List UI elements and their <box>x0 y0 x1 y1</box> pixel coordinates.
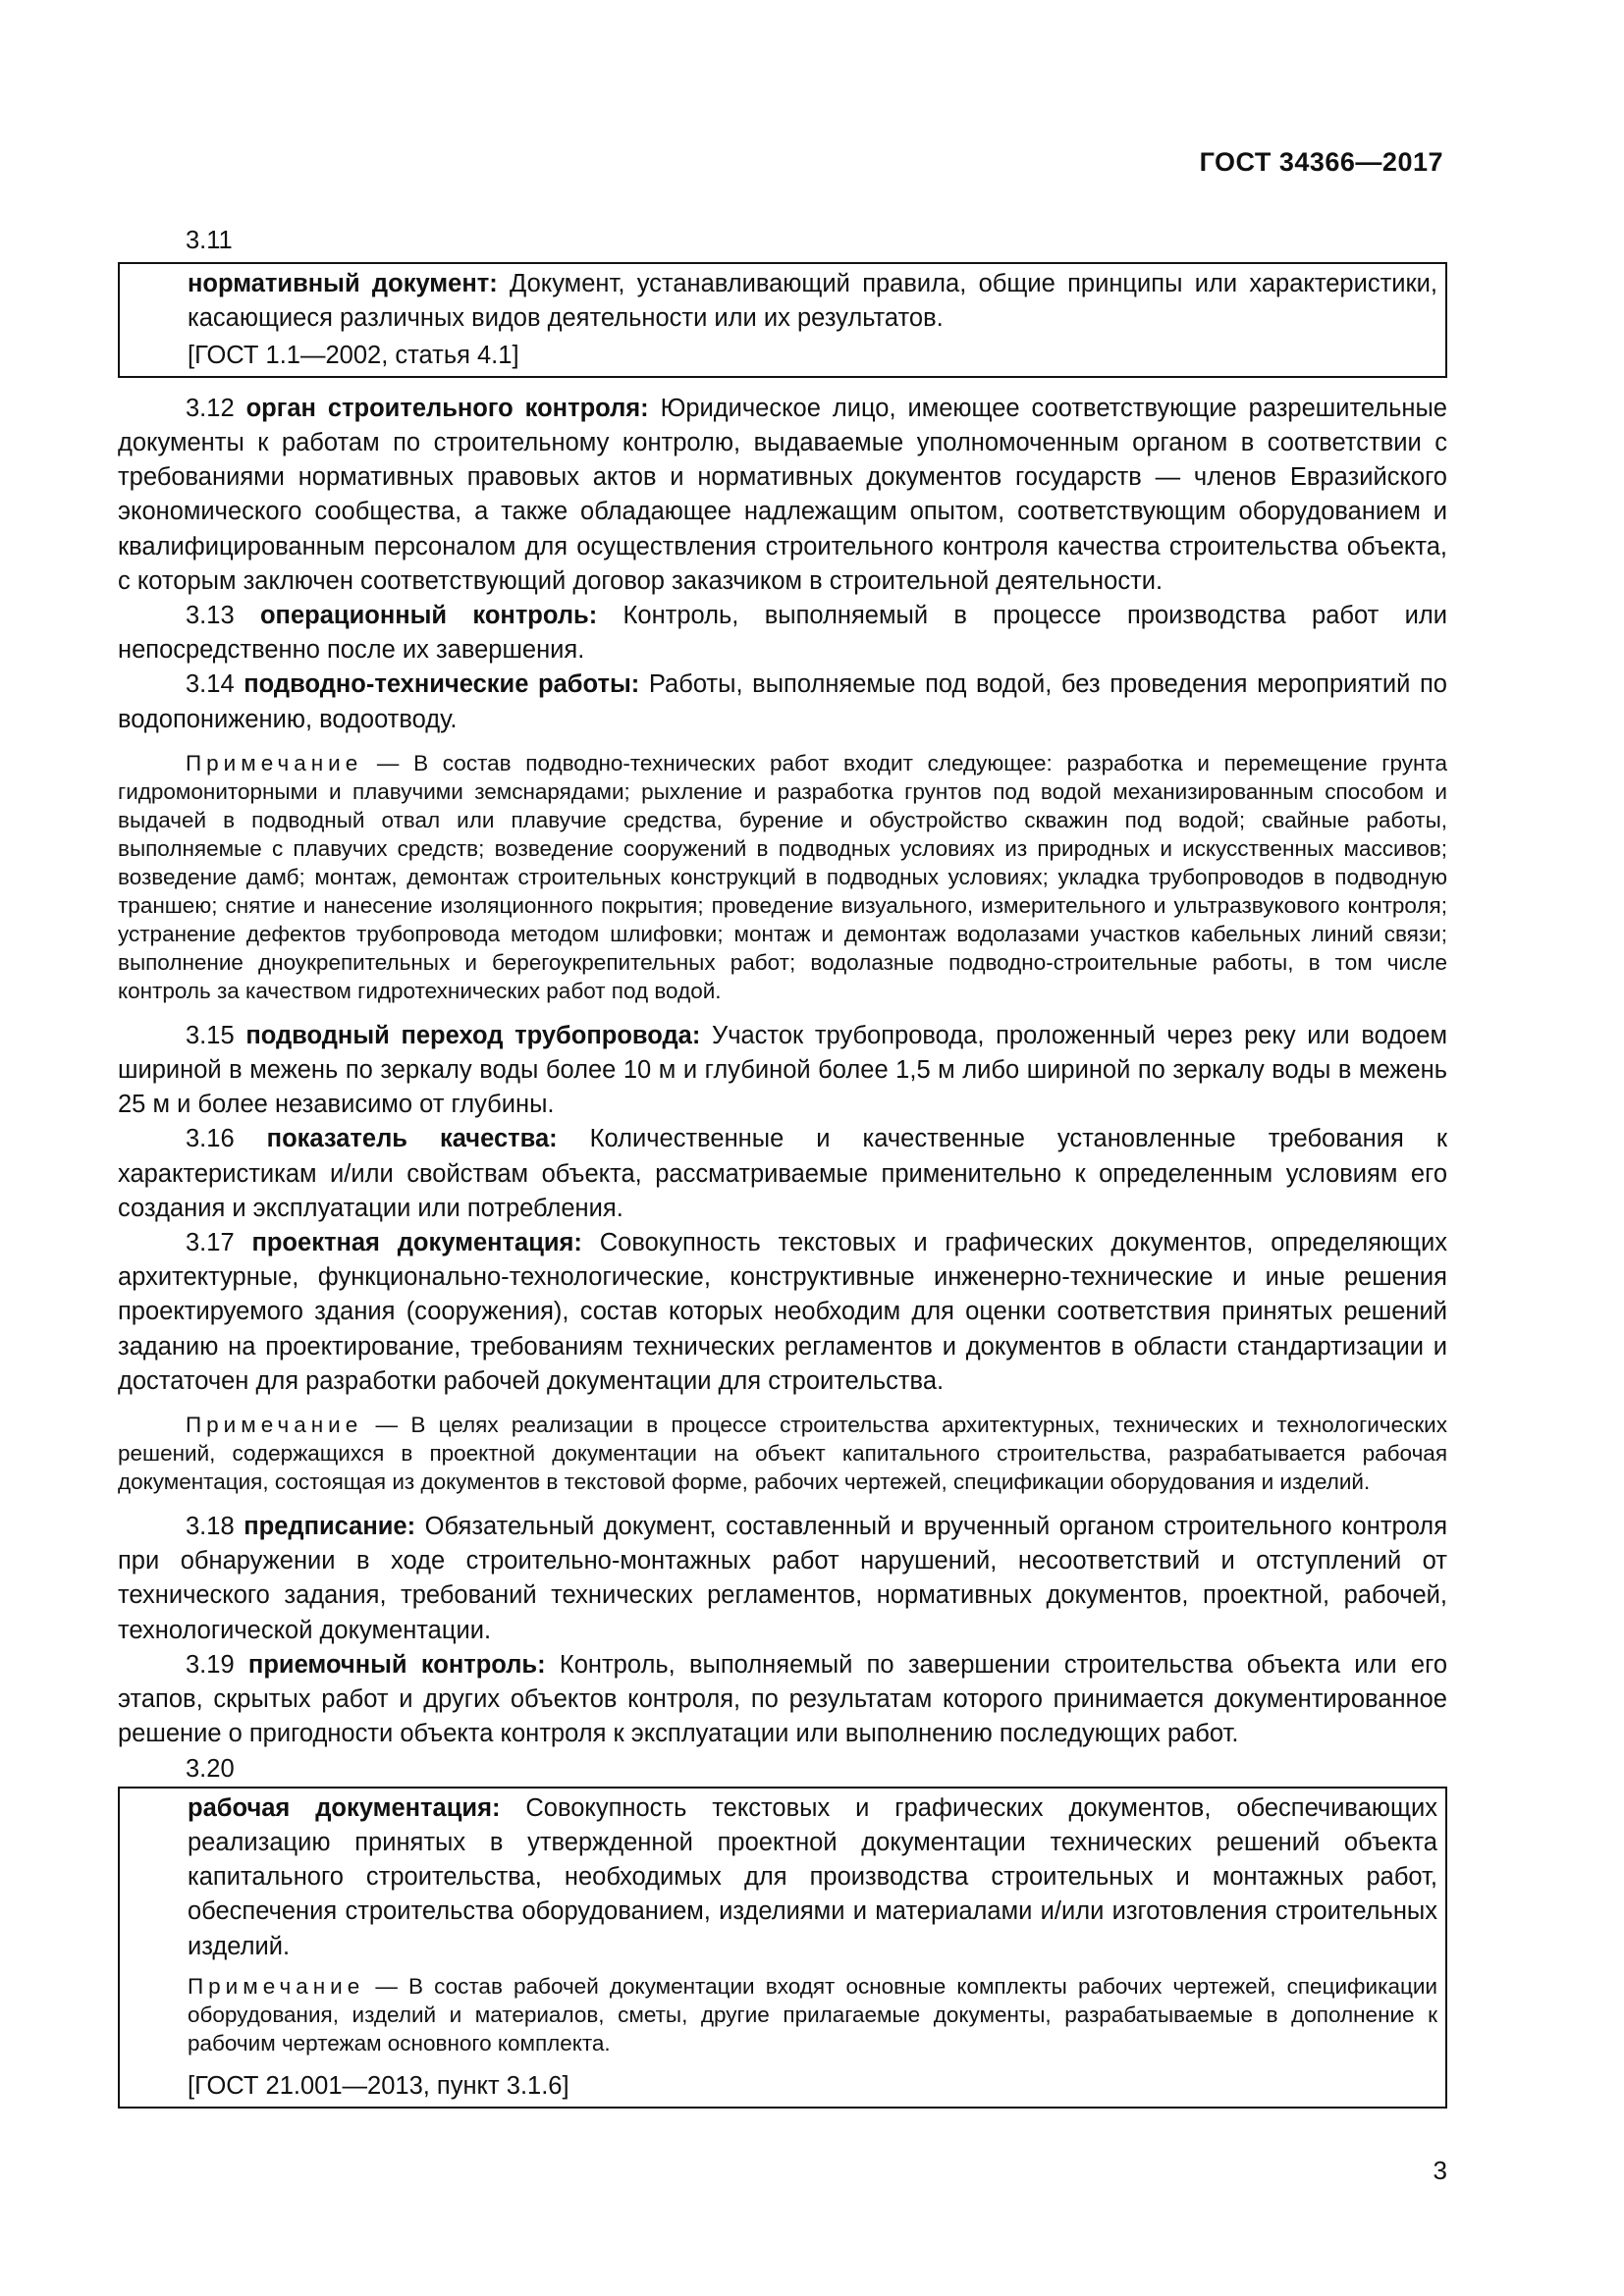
term-3-11: нормативный документ: <box>188 270 498 298</box>
term-3-13: операционный контроль: <box>259 602 598 630</box>
definition-text-3-13: Контроль, выполняемый в процессе производства работ или непосредственно после их завершения. <box>118 602 1447 665</box>
definitions-content <box>118 224 1447 2109</box>
item-number-3-17: 3.17 <box>186 1229 235 1257</box>
definition-text-3-18: Обязательный документ, составленный и врученный органом строительного контроля при обнаружении в ходе строительно-монтажных работ нарушений, несоответствий и отступлений от технического задания, требований технических регламентов, нормативных документов, проектной, рабочей, технологической документации. <box>118 1513 1447 1644</box>
note-label-3-20: Примечание <box>188 1973 365 1999</box>
definition-3-12 <box>118 392 1447 599</box>
note-3-20 <box>188 1972 1437 2057</box>
term-3-16: показатель качества: <box>266 1125 558 1153</box>
item-number-3-13: 3.13 <box>186 602 235 630</box>
definition-3-17 <box>118 1226 1447 1399</box>
term-3-20: рабочая документация: <box>188 1793 501 1822</box>
item-number-3-12: 3.12 <box>186 394 235 422</box>
item-number-3-19: 3.19 <box>186 1650 235 1679</box>
item-number-3-14: 3.14 <box>186 670 235 699</box>
definition-box-3-11 <box>118 262 1447 378</box>
definition-text-3-20: Совокупность текстовых и графических документов, обеспечивающих реализацию принятых в утвержденной проектной документации технических решений объекта капитального строительства, необходимых для производства строительных и монтажных работ, обеспечения строительства оборудованием, изделиями и материалами и/или изготовления строительных изделий. <box>188 1793 1437 1960</box>
term-3-12: орган строительного контроля: <box>245 394 649 422</box>
term-3-17: проектная документация: <box>251 1229 582 1257</box>
definition-text-3-17: Совокупность текстовых и графических документов, определяющих архитектурные, функционально-технологические, конструктивные инженерно-технические и иные решения проектируемого здания (сооружения), состав которых необходим для оценки соответствия принятых решений заданию на проектирование, требованиям технических регламентов и документов в области стандартизации и достаточен для разработки рабочей документации для строительства. <box>118 1229 1447 1395</box>
note-text-3-14: — В состав подводно-технических работ входит следующее: разработка и перемещение грунта гидромониторными и плавучими земснарядами; рыхление и разработка грунтов под водой механизированным способом и выдачей в подводный отвал или плавучие средства, бурение и обустройство скважин под водой; свайные работы, выполняемые с плавучих средств; возведение сооружений в подводных условиях из природных и искусственных массивов; возведение дамб; монтаж, демонтаж строительных конструкций в подводных условиях; укладка трубопроводов в подводную траншею; снятие и нанесение изоляционного покрытия; проведение визуального, измерительного и ультразвукового контроля; устранение дефектов трубопровода методом шлифовки; монтаж и демонтаж водолазами участков кабельных линий связи; выполнение дноукрепительных и берегоукрепительных работ; водолазные подводно-строительные работы, в том числе контроль за качеством гидротехнических работ под водой. <box>118 750 1447 1003</box>
note-label-3-14: Примечание <box>186 750 363 775</box>
reference-3-11: [ГОСТ 1.1—2002, статья 4.1] <box>188 341 519 369</box>
definition-text-3-19: Контроль, выполняемый по завершении строительства объекта или его этапов, скрытых работ и других объектов контроля, по результатам которого принимается документированное решение о пригодности объекта контроля к эксплуатации или выполнению последующих работ. <box>118 1650 1448 1748</box>
item-number-3-20: 3.20 <box>186 1754 235 1783</box>
definition-3-14 <box>118 667 1447 736</box>
definition-3-15 <box>118 1019 1447 1123</box>
term-3-14: подводно-технические работы: <box>244 670 640 699</box>
term-3-19: приемочный контроль: <box>247 1650 546 1679</box>
standard-designation: ГОСТ 34366—2017 <box>1199 147 1443 177</box>
note-3-14 <box>118 749 1447 1005</box>
definition-text-3-15: Участок трубопровода, проложенный через реку или водоем шириной в межень по зеркалу воды более 10 м и глубиной более 1,5 м либо шириной по зеркалу воды в межень 25 м и более независимо от глубины. <box>118 1021 1447 1119</box>
page-number: 3 <box>1433 2156 1447 2185</box>
note-text-3-17: — В целях реализации в процессе строительства архитектурных, технических и технологических решений, содержащихся в проектной документации на объект капитального строительства, разрабатывается рабочая документация, состоящая из документов в текстовой форме, рабочих чертежей, спецификации оборудования и изделий. <box>118 1413 1447 1495</box>
definition-3-18 <box>118 1510 1447 1648</box>
definition-3-19 <box>118 1648 1447 1752</box>
note-text-3-20: — В состав рабочей документации входят основные комплекты рабочих чертежей, спецификации оборудования, изделий и материалов, сметы, другие прилагаемые документы, разрабатываемые в дополнение к рабочим чертежам основного комплекта. <box>188 1973 1437 2056</box>
term-3-15: подводный переход трубопровода: <box>245 1021 701 1049</box>
definition-text-3-14: Работы, выполняемые под водой, без проведения мероприятий по водопонижению, водоотводу. <box>118 670 1447 733</box>
definition-text-3-12: Юридическое лицо, имеющее соответствующие разрешительные документы к работам по строительному контролю, выдаваемые уполномоченным органом в соответствии с требованиями нормативных правовых актов и нормативных документов государств — членов Евразийского экономического сообщества, а также обладающее надлежащим опытом, соответствующим оборудованием и квалифицированным персоналом для осуществления строительного контроля качества строительства объекта, с которым заключен соответствующий договор заказчиком в строительной деятельности. <box>118 394 1447 595</box>
note-3-17 <box>118 1411 1447 1496</box>
item-number-3-16: 3.16 <box>186 1125 235 1153</box>
definition-3-11 <box>188 267 1437 336</box>
term-3-18: предписание: <box>244 1513 416 1541</box>
definition-3-13 <box>118 599 1447 667</box>
item-number-3-18: 3.18 <box>186 1513 235 1541</box>
definition-box-3-20 <box>118 1787 1447 2109</box>
definition-3-16 <box>118 1122 1447 1226</box>
definition-text-3-11: Документ, устанавливающий правила, общие принципы или характеристики, касающиеся различных видов деятельности или их результатов. <box>188 270 1437 333</box>
definition-text-3-16: Количественные и качественные установленные требования к характеристикам и/или свойствам объекта, рассматриваемые применительно к определенным условиям его создания и эксплуатации или потребления. <box>118 1125 1447 1222</box>
definition-3-20 <box>188 1791 1437 1964</box>
reference-3-20: [ГОСТ 21.001—2013, пункт 3.1.6] <box>188 2071 569 2100</box>
item-number-3-11: 3.11 <box>186 227 233 254</box>
note-label-3-17: Примечание <box>186 1413 363 1438</box>
item-number-3-15: 3.15 <box>186 1021 235 1049</box>
